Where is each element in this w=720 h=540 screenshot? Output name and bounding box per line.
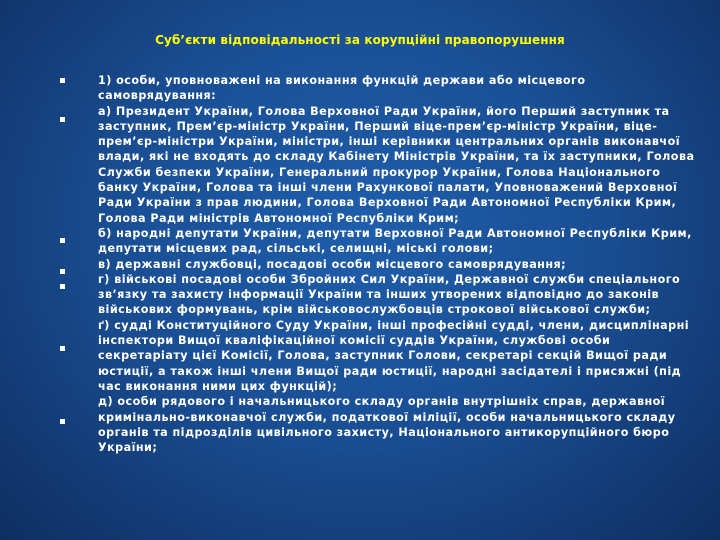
- list-item: 1) особи, уповноважені на виконання функцій держави або місцевого самоврядування:: [98, 74, 586, 103]
- list-item: г) військові посадові особи Збройних Сил України, Державної служби спеціального зв’язку та захисту інформації України та інших утворених відповідно до законів військових формувань, крім військовослужбовців строкової військової служби;: [98, 272, 681, 317]
- list-item: а) Президент України, Голова Верховної Ради України, його Перший заступник та заступник, Прем’єр-міністр України, Перший віце-прем’єр-міністр України, віце-прем’єр-міністри України, міністри, інші керівники центральних органів виконавчої влади, які не входять до складу Кабінету Міністрів України, та їх заступники, Голова Служби безпеки України, Генеральний прокурор України, Голова Національного банку України, Голова та інші члени Рахункової палати, Уповноважений Верховної Ради України з прав людини, Голова Верховної Ради Автономної Республіки Крим, Голова Ради міністрів Автономної Республіки Крим;: [98, 104, 695, 225]
- bullet-4: [60, 269, 65, 274]
- slide-title: Суб’єкти відповідальності за корупційні правопорушення: [155, 33, 565, 47]
- list-item: д) особи рядового і начальницького складу органів внутрішніх справ, державної кримінально-виконавчої служби, податкової міліції, особи начальницького складу органів та підрозділів цивільного захисту, Національного антикорупційного бюро України;: [98, 395, 676, 455]
- bullet-2: [60, 117, 65, 122]
- bullet-3: [60, 238, 65, 243]
- list-item: в) державні службовці, посадові особи місцевого самоврядування;: [98, 257, 567, 271]
- bullet-5: [60, 284, 65, 289]
- bullet-6: [60, 346, 65, 351]
- list-item: б) народні депутати України, депутати Верховної Ради Автономної Республіки Крим, депутати місцевих рад, сільські, селищні, міські голови;: [98, 226, 692, 256]
- bullet-1: [60, 78, 65, 83]
- bullet-7: [60, 419, 65, 424]
- list-item: ґ) судді Конституційного Суду України, інші професійні судді, члени, дисциплінарні інспектори Вищої кваліфікаційної комісії суддів України, службові особи секретаріату цієї Комісії, Голова, заступник Голови, секретарі секцій Вищої ради юстиції, а також інші члени Вищої ради юстиції, народні засідателі і присяжні (під час виконання ними цих функцій);: [98, 318, 690, 393]
- bullet-list: [98, 73, 698, 455]
